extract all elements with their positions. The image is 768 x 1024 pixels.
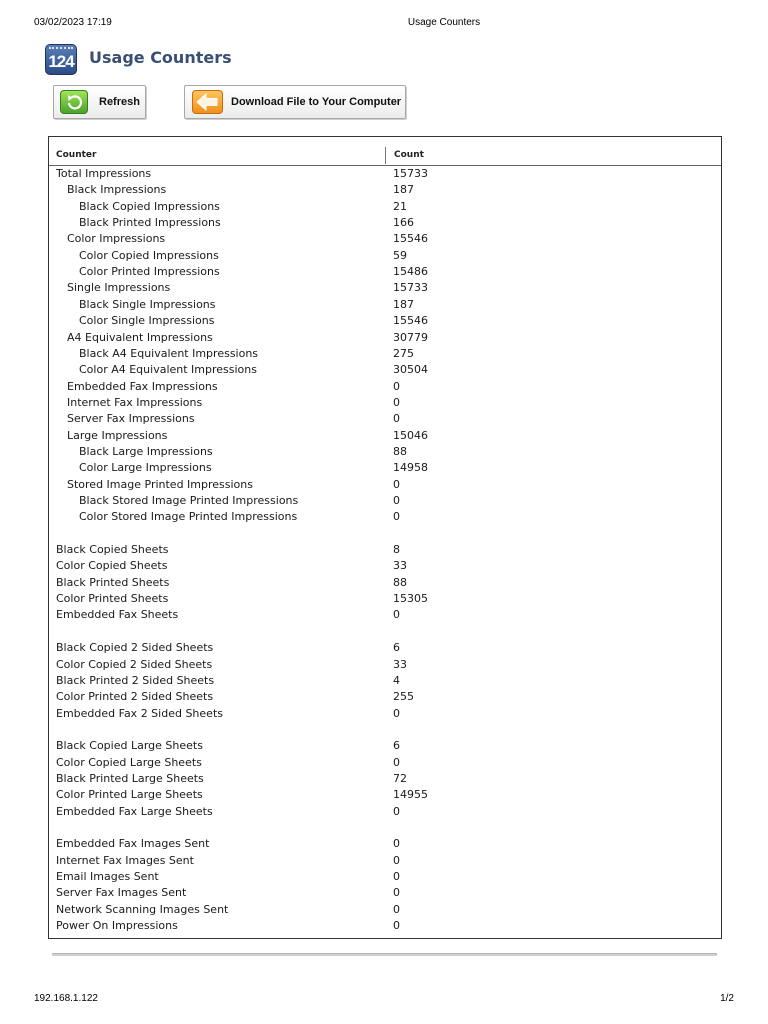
counter-value: 15733	[393, 167, 428, 180]
counter-name: Color Copied Sheets	[56, 559, 168, 573]
counter-value: 0	[393, 477, 400, 491]
table-row	[49, 658, 721, 674]
counter-name: Color Printed Large Sheets	[56, 788, 203, 802]
table-row	[49, 478, 721, 494]
counter-name: Color Copied 2 Sided Sheets	[56, 657, 213, 671]
counter-value: 0	[393, 379, 400, 393]
counter-value: 0	[393, 706, 400, 720]
counter-name: Network Scanning Images Sent	[56, 902, 229, 916]
counter-value: 0	[393, 853, 400, 867]
refresh-icon	[60, 90, 88, 114]
counter-value: 6	[393, 641, 400, 655]
counter-name: Embedded Fax 2 Sided Sheets	[56, 706, 223, 720]
counter-value: 33	[393, 657, 407, 671]
counter-value: 0	[393, 755, 400, 769]
counter-name: Color A4 Equivalent Impressions	[79, 363, 257, 377]
page-title: Usage Counters	[89, 48, 232, 67]
counter-value: 15546	[393, 232, 428, 246]
counter-icon-text: 124	[48, 52, 74, 71]
print-header	[0, 17, 768, 31]
table-row	[49, 608, 721, 624]
table-row	[49, 396, 721, 412]
counter-name: Black Copied Sheets	[56, 543, 169, 557]
column-header-count: Count	[394, 150, 424, 160]
table-row	[49, 756, 721, 772]
counter-value: 0	[393, 902, 400, 916]
counter-value: 0	[393, 804, 400, 818]
counter-value: 0	[393, 837, 400, 851]
counter-name: Color Single Impressions	[79, 314, 215, 328]
table-row	[49, 232, 721, 248]
table-row	[49, 429, 721, 445]
counter-name: Black Large Impressions	[79, 444, 213, 458]
table-row	[49, 494, 721, 510]
table-row	[49, 739, 721, 755]
counter-name: Embedded Fax Images Sent	[56, 837, 210, 851]
table-row	[49, 707, 721, 723]
table-row	[49, 690, 721, 706]
print-datetime: 03/02/2023 17:19	[34, 17, 112, 28]
table-row	[49, 854, 721, 870]
counter-name: Email Images Sent	[56, 870, 159, 884]
counter-name: Black A4 Equivalent Impressions	[79, 346, 259, 360]
counter-name: Color Impressions	[67, 232, 166, 246]
counter-name: Embedded Fax Large Sheets	[56, 804, 213, 818]
print-page-number: 1/2	[720, 993, 734, 1004]
counter-value: 4	[393, 673, 400, 687]
table-row	[49, 576, 721, 592]
counter-value: 187	[393, 297, 414, 311]
table-header	[49, 137, 721, 166]
refresh-button[interactable]	[53, 85, 146, 119]
table-row	[49, 870, 721, 886]
table-row	[49, 183, 721, 199]
table-row-spacer	[49, 625, 721, 641]
arrow-left-icon	[192, 90, 223, 114]
table-row	[49, 281, 721, 297]
counter-value: 72	[393, 771, 407, 785]
counter-name: Black Printed Impressions	[79, 216, 221, 230]
counter-value: 275	[393, 346, 414, 360]
table-row	[49, 331, 721, 347]
table-row	[49, 167, 721, 183]
column-divider	[385, 147, 386, 164]
counter-value: 14958	[393, 461, 428, 475]
usage-counters-table	[48, 136, 722, 939]
counter-value: 15733	[393, 281, 428, 295]
counter-value: 0	[393, 870, 400, 884]
counter-value: 33	[393, 559, 407, 573]
counter-value: 0	[393, 412, 400, 426]
counter-name: Internet Fax Impressions	[67, 395, 203, 409]
table-row	[49, 510, 721, 526]
counter-value: 0	[393, 919, 400, 933]
counter-name: Black Single Impressions	[79, 297, 216, 311]
counter-name: Color Printed 2 Sided Sheets	[56, 690, 214, 704]
table-row-spacer	[49, 723, 721, 739]
download-button-label: Download File to Your Computer	[231, 96, 402, 108]
table-row	[49, 265, 721, 281]
table-row	[49, 298, 721, 314]
counter-value: 187	[393, 183, 414, 197]
table-row	[49, 412, 721, 428]
table-row	[49, 461, 721, 477]
counter-name: Black Printed 2 Sided Sheets	[56, 673, 215, 687]
counter-value: 15546	[393, 314, 428, 328]
table-row	[49, 903, 721, 919]
counter-value: 15486	[393, 265, 428, 279]
counter-value: 15046	[393, 428, 428, 442]
counter-name: Black Copied 2 Sided Sheets	[56, 641, 214, 655]
counter-name: Total Impressions	[56, 167, 152, 180]
counter-name: Server Fax Impressions	[67, 412, 195, 426]
counter-name: Black Printed Large Sheets	[56, 771, 204, 785]
table-row	[49, 837, 721, 853]
counter-name: Black Copied Impressions	[79, 199, 220, 213]
counter-name: Black Stored Image Printed Impressions	[79, 494, 299, 507]
table-row	[49, 216, 721, 232]
refresh-button-label: Refresh	[99, 96, 140, 108]
counter-name: Embedded Fax Impressions	[67, 379, 218, 393]
table-row	[49, 919, 721, 935]
counter-name: Black Printed Sheets	[56, 575, 170, 589]
counter-name: Color Printed Impressions	[79, 265, 220, 279]
table-row-spacer	[49, 821, 721, 837]
counter-value: 8	[393, 543, 400, 557]
print-url: 192.168.1.122	[34, 993, 98, 1004]
counter-value: 30779	[393, 330, 428, 344]
counter-value: 166	[393, 216, 414, 230]
counter-name: Embedded Fax Sheets	[56, 608, 179, 622]
counter-value: 0	[393, 395, 400, 409]
table-row	[49, 347, 721, 363]
counter-value: 0	[393, 608, 400, 622]
table-row	[49, 772, 721, 788]
counter-value: 30504	[393, 363, 428, 377]
counter-name: Color Copied Impressions	[79, 248, 219, 262]
counter-value: 15305	[393, 592, 428, 606]
table-row	[49, 543, 721, 559]
table-row	[49, 805, 721, 821]
counter-value: 255	[393, 690, 414, 704]
counter-name: Internet Fax Images Sent	[56, 853, 194, 867]
counter-value: 14955	[393, 788, 428, 802]
table-row	[49, 592, 721, 608]
download-file-button[interactable]	[184, 85, 406, 119]
table-row	[49, 200, 721, 216]
counter-value: 21	[393, 199, 407, 213]
counter-name: Large Impressions	[67, 428, 168, 442]
counter-value: 0	[393, 510, 400, 524]
column-header-counter: Counter	[56, 150, 97, 160]
table-row-spacer	[49, 527, 721, 543]
table-row	[49, 886, 721, 902]
print-footer	[0, 993, 768, 1007]
table-row	[49, 641, 721, 657]
counter-value: 6	[393, 739, 400, 753]
counter-name: A4 Equivalent Impressions	[67, 330, 213, 344]
counter-value: 0	[393, 886, 400, 900]
counter-name: Black Impressions	[67, 183, 167, 197]
counter-name: Power On Impressions	[56, 919, 178, 933]
counter-name: Color Copied Large Sheets	[56, 755, 202, 769]
counter-value: 88	[393, 444, 407, 458]
divider	[52, 953, 717, 956]
table-row	[49, 249, 721, 265]
counter-name: Color Large Impressions	[79, 461, 212, 475]
table-row	[49, 314, 721, 330]
counter-name: Color Stored Image Printed Impressions	[79, 510, 298, 524]
counter-name: Black Copied Large Sheets	[56, 739, 203, 753]
counter-value: 59	[393, 248, 407, 262]
counter-value: 88	[393, 575, 407, 589]
table-row	[49, 674, 721, 690]
table-row	[49, 559, 721, 575]
print-title: Usage Counters	[407, 17, 481, 28]
table-row	[49, 788, 721, 804]
counter-name: Server Fax Images Sent	[56, 886, 187, 900]
counter-name: Single Impressions	[67, 281, 171, 295]
counter-icon	[45, 44, 77, 75]
counter-name: Color Printed Sheets	[56, 592, 169, 606]
counter-value: 0	[393, 494, 400, 507]
table-row	[49, 363, 721, 379]
table-row	[49, 445, 721, 461]
table-row	[49, 380, 721, 396]
counter-name: Stored Image Printed Impressions	[67, 477, 253, 491]
